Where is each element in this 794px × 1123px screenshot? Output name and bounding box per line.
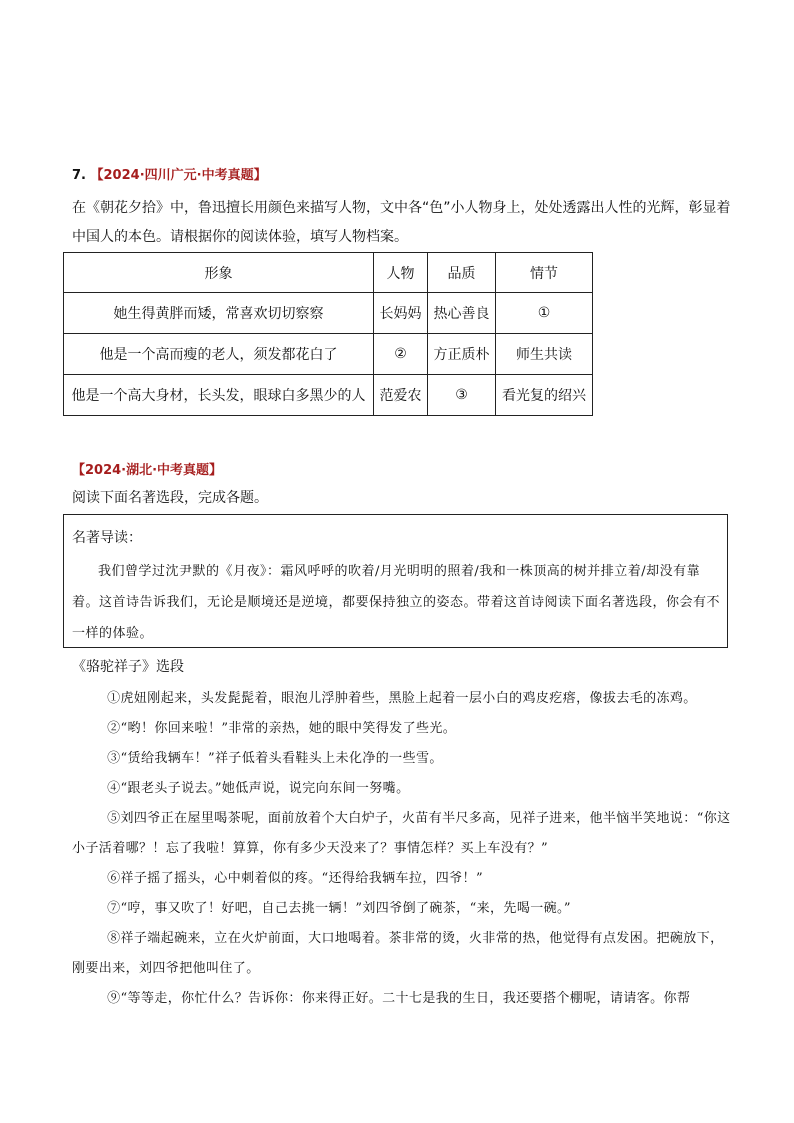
paragraph: ②“哟！你回来啦！”非常的亲热，她的眼中笑得发了些光。 bbox=[107, 721, 457, 736]
paragraph: ⑤刘四爷正在屋里喝茶呢，面前放着个大白炉子，火苗有半尺多高，见祥子进来，他半恼半笑地说：“你这小子活着哪？！忘了我啦！算算，你有多少天没来了？事情怎样？买上车没有？” bbox=[72, 811, 731, 856]
paragraph: ③“赁给我辆车！”祥子低着头看鞋头上未化净的一些雪。 bbox=[107, 751, 443, 766]
table-cell: 他是一个高而瘦的老人，须发都花白了 bbox=[64, 334, 374, 375]
header-quality: 品质 bbox=[428, 253, 496, 293]
question-7-header bbox=[72, 164, 267, 183]
paragraph: ④“跟老头子说去。”她低声说，说完向东间一努嘴。 bbox=[107, 781, 410, 796]
table-cell: 她生得黄胖而矮，常喜欢切切察察 bbox=[64, 293, 374, 334]
guide-title: 名著导读： bbox=[72, 530, 142, 546]
table-cell: 热心善良 bbox=[428, 293, 496, 334]
table-header-row bbox=[64, 253, 593, 293]
table-row bbox=[64, 375, 593, 416]
table-row bbox=[64, 334, 593, 375]
question-source: 【2024·湖北·中考真题】 bbox=[72, 463, 223, 478]
answer-blank: ③ bbox=[428, 375, 496, 416]
paragraph: ⑦“哼，事又吹了！好吧，自己去挑一辆！”刘四爷倒了碗茶，“来，先喝一碗。” bbox=[107, 901, 571, 916]
excerpt-passage bbox=[72, 684, 734, 1014]
guide-text: 我们曾学过沈尹默的《月夜》：霜风呼呼的吹着/月光明明的照着/我和一株顶高的树并排立着/却没有靠着。这首诗告诉我们，无论是顺境还是逆境，都要保持独立的姿态。带着这首诗阅读下面名著选段，你会有不一样的体验。 bbox=[72, 564, 721, 641]
reading-guide-box bbox=[63, 514, 728, 648]
question-source: 【2024·四川广元·中考真题】 bbox=[90, 168, 267, 183]
paragraph: ⑥祥子摇了摇头，心中刺着似的疼。“还得给我辆车拉，四爷！” bbox=[107, 871, 483, 886]
paragraph: ⑨“等等走，你忙什么？告诉你：你来得正好。二十七是我的生日，我还要搭个棚呢，请请客。你帮 bbox=[107, 991, 691, 1006]
answer-blank: ① bbox=[496, 293, 593, 334]
table-cell: 师生共读 bbox=[496, 334, 593, 375]
table-cell: 方正质朴 bbox=[428, 334, 496, 375]
header-image: 形象 bbox=[64, 253, 374, 293]
table-cell: 范爱农 bbox=[374, 375, 428, 416]
answer-blank: ② bbox=[374, 334, 428, 375]
excerpt-title: 《骆驼祥子》选段 bbox=[72, 659, 184, 675]
character-profile-table bbox=[63, 252, 593, 416]
table-cell: 长妈妈 bbox=[374, 293, 428, 334]
question-number: 7. bbox=[72, 168, 86, 183]
header-character: 人物 bbox=[374, 253, 428, 293]
table-cell: 他是一个高大身材，长头发，眼球白多黑少的人 bbox=[64, 375, 374, 416]
table-cell: 看光复的绍兴 bbox=[496, 375, 593, 416]
header-plot: 情节 bbox=[496, 253, 593, 293]
question-instruction: 阅读下面名著选段，完成各题。 bbox=[72, 490, 268, 506]
paragraph: ①虎妞刚起来，头发髭髭着，眼泡儿浮肿着些，黑脸上起着一层小白的鸡皮疙瘩，像拔去毛的冻鸡。 bbox=[107, 691, 697, 706]
question-stem: 在《朝花夕拾》中，鲁迅擅长用颜色来描写人物，文中各“色”小人物身上，处处透露出人性的光辉，彰显着中国人的本色。请根据你的阅读体验，填写人物档案。 bbox=[72, 200, 731, 245]
table-row bbox=[64, 293, 593, 334]
paragraph: ⑧祥子端起碗来，立在火炉前面，大口地喝着。茶非常的烫，火非常的热，他觉得有点发困。把碗放下，刚要出来，刘四爷把他叫住了。 bbox=[72, 931, 724, 976]
